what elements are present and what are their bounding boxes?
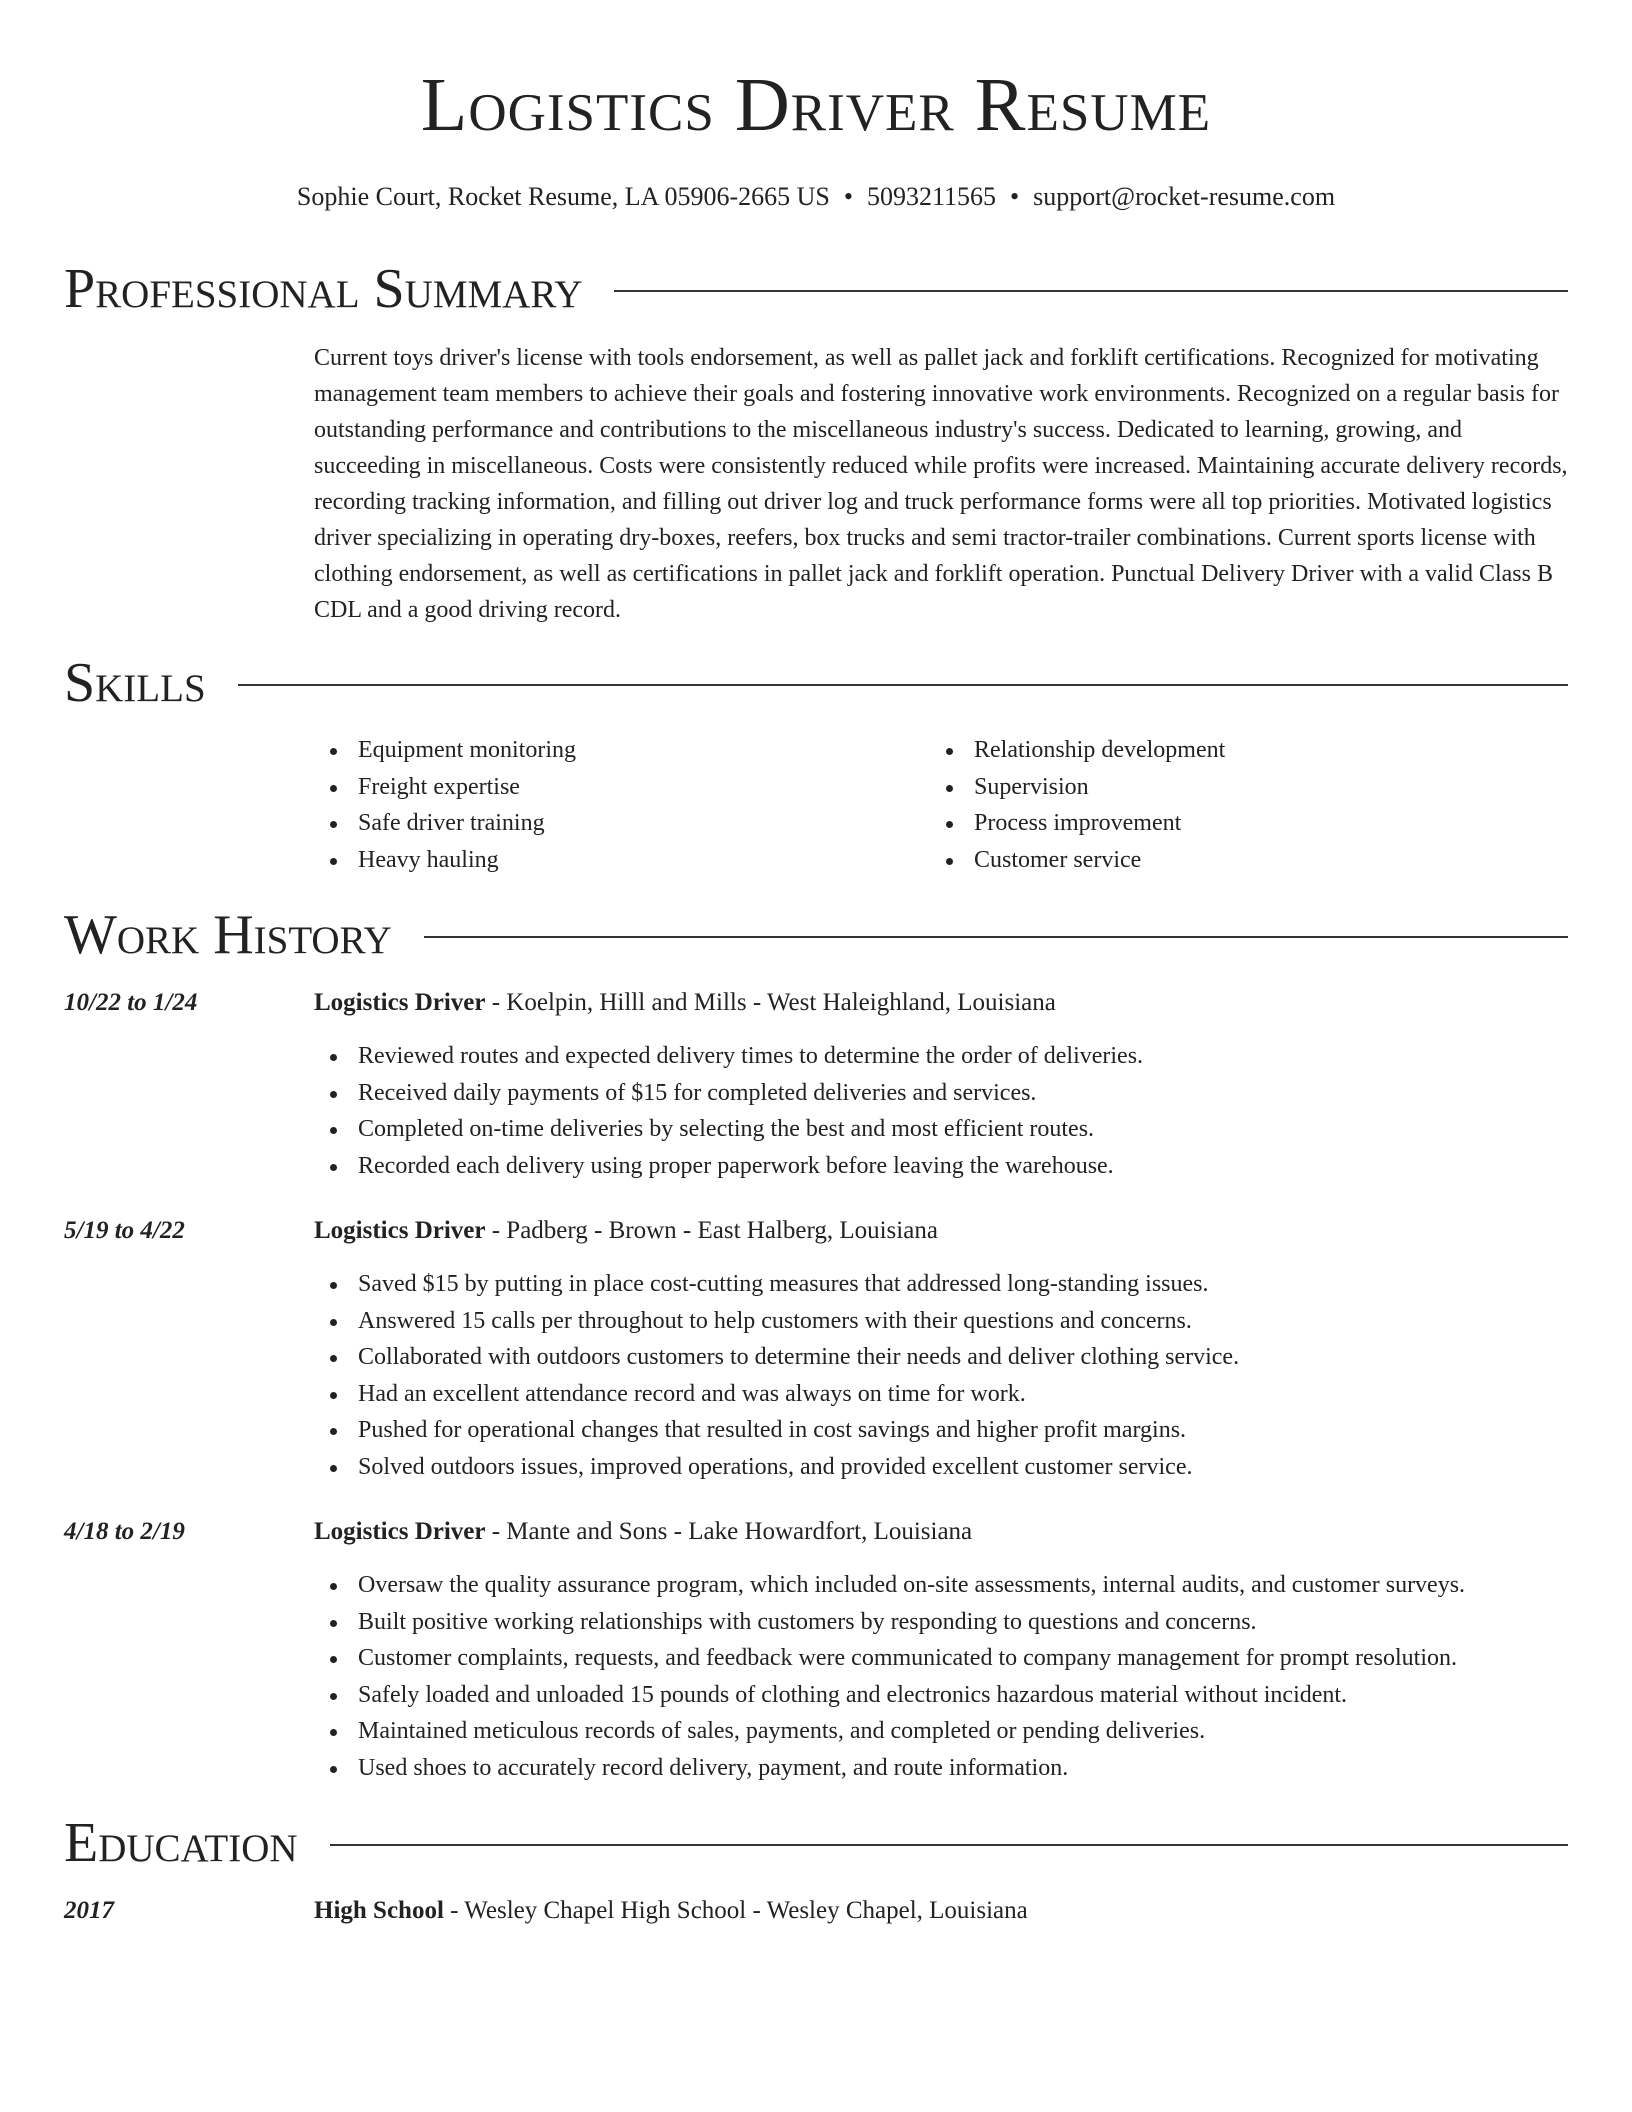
job-heading bbox=[314, 986, 1568, 1020]
job-entry bbox=[64, 1515, 1568, 1786]
section-divider bbox=[238, 684, 1568, 686]
education-heading: Education bbox=[64, 1812, 298, 1874]
education-entry bbox=[64, 1894, 1568, 1928]
skill-item: Customer service bbox=[930, 842, 1546, 879]
skill-item: Freight expertise bbox=[314, 769, 930, 806]
contact-separator: • bbox=[1010, 182, 1020, 211]
job-bullets bbox=[314, 1266, 1568, 1485]
job-bullet: Reviewed routes and expected delivery times to determine the order of deliveries. bbox=[314, 1038, 1568, 1075]
job-details: - Mante and Sons - Lake Howardfort, Louisiana bbox=[485, 1518, 973, 1545]
section-divider bbox=[424, 936, 1568, 938]
job-body bbox=[314, 1515, 1568, 1786]
skills-heading: Skills bbox=[64, 652, 206, 714]
education-section-header bbox=[64, 1812, 1568, 1874]
skill-item: Process improvement bbox=[930, 805, 1546, 842]
job-date: 10/22 to 1/24 bbox=[64, 989, 198, 1016]
job-entry bbox=[64, 1214, 1568, 1485]
summary-heading: Professional Summary bbox=[64, 258, 583, 320]
job-bullet: Received daily payments of $15 for completed deliveries and services. bbox=[314, 1075, 1568, 1112]
education-date: 2017 bbox=[64, 1897, 114, 1924]
job-body bbox=[314, 1214, 1568, 1485]
job-bullet: Saved $15 by putting in place cost-cutting measures that addressed long-standing issues. bbox=[314, 1266, 1568, 1303]
job-heading bbox=[314, 1214, 1568, 1248]
education-degree: High School bbox=[314, 1897, 444, 1924]
job-bullet: Answered 15 calls per throughout to help customers with their questions and concerns. bbox=[314, 1303, 1568, 1340]
education-details: - Wesley Chapel High School - Wesley Chapel, Louisiana bbox=[443, 1897, 1028, 1924]
skills-section-header bbox=[64, 652, 1568, 714]
job-date: 4/18 to 2/19 bbox=[64, 1518, 185, 1545]
contact-address: Sophie Court, Rocket Resume, LA 05906-2665 US bbox=[296, 182, 830, 211]
skill-item: Supervision bbox=[930, 769, 1546, 806]
summary-text: Current toys driver's license with tools endorsement, as well as pallet jack and forklift certifications. Recognized for motivating management team members to achieve their goals and fostering innovative work environments. Recognized on a regular basis for outstanding performance and contributions to the miscellaneous industry's success. Dedicated to learning, growing, and succeeding in miscellaneous. Costs were consistently reduced while profits were increased. Maintaining accurate delivery records, recording tracking information, and filling out driver log and truck performance forms were all top priorities. Motivated logistics driver specializing in operating dry-boxes, reefers, box trucks and semi tractor-trailer combinations. Current sports license with clothing endorsement, as well as certifications in pallet jack and forklift operation. Punctual Delivery Driver with a valid Class B CDL and a good driving record. bbox=[314, 345, 1568, 623]
skills-column-left bbox=[314, 732, 930, 878]
job-title: Logistics Driver bbox=[314, 989, 486, 1016]
job-bullets bbox=[314, 1038, 1568, 1184]
job-details: - Padberg - Brown - East Halberg, Louisiana bbox=[485, 1217, 938, 1244]
job-bullet: Built positive working relationships with customers by responding to questions and concerns. bbox=[314, 1604, 1568, 1641]
skills-list bbox=[314, 732, 1568, 878]
skills-column-right bbox=[930, 732, 1546, 878]
job-bullet: Had an excellent attendance record and was always on time for work. bbox=[314, 1376, 1568, 1413]
job-bullet: Customer complaints, requests, and feedback were communicated to company management for prompt resolution. bbox=[314, 1640, 1568, 1677]
job-title: Logistics Driver bbox=[314, 1518, 486, 1545]
contact-line bbox=[64, 180, 1568, 214]
job-bullet: Collaborated with outdoors customers to determine their needs and deliver clothing service. bbox=[314, 1339, 1568, 1376]
job-date: 5/19 to 4/22 bbox=[64, 1217, 185, 1244]
job-details: - Koelpin, Hilll and Mills - West Haleighland, Louisiana bbox=[485, 989, 1056, 1016]
work-section-header bbox=[64, 904, 1568, 966]
contact-separator: • bbox=[843, 182, 853, 211]
job-bullet: Oversaw the quality assurance program, which included on-site assessments, internal audits, and customer surveys. bbox=[314, 1567, 1568, 1604]
job-bullet: Solved outdoors issues, improved operations, and provided excellent customer service. bbox=[314, 1449, 1568, 1486]
work-heading: Work History bbox=[64, 904, 392, 966]
job-title: Logistics Driver bbox=[314, 1217, 486, 1244]
education-body bbox=[314, 1894, 1568, 1928]
skill-item: Equipment monitoring bbox=[314, 732, 930, 769]
job-bullet: Safely loaded and unloaded 15 pounds of clothing and electronics hazardous material without incident. bbox=[314, 1677, 1568, 1714]
job-bullet: Pushed for operational changes that resulted in cost savings and higher profit margins. bbox=[314, 1412, 1568, 1449]
education-heading-line bbox=[314, 1894, 1568, 1928]
skill-item: Safe driver training bbox=[314, 805, 930, 842]
job-bullets bbox=[314, 1567, 1568, 1786]
job-entry bbox=[64, 986, 1568, 1184]
resume-title: Logistics Driver Resume bbox=[420, 63, 1212, 147]
contact-email: support@rocket-resume.com bbox=[1033, 182, 1336, 211]
job-body bbox=[314, 986, 1568, 1184]
job-heading bbox=[314, 1515, 1568, 1549]
skill-item: Relationship development bbox=[930, 732, 1546, 769]
job-bullet: Used shoes to accurately record delivery, payment, and route information. bbox=[314, 1750, 1568, 1787]
contact-phone: 5093211565 bbox=[867, 182, 997, 211]
section-divider bbox=[614, 290, 1568, 292]
job-bullet: Completed on-time deliveries by selecting the best and most efficient routes. bbox=[314, 1111, 1568, 1148]
section-divider bbox=[330, 1844, 1568, 1846]
skill-item: Heavy hauling bbox=[314, 842, 930, 879]
job-bullet: Recorded each delivery using proper paperwork before leaving the warehouse. bbox=[314, 1148, 1568, 1185]
job-bullet: Maintained meticulous records of sales, payments, and completed or pending deliveries. bbox=[314, 1713, 1568, 1750]
summary-section-header bbox=[64, 258, 1568, 320]
